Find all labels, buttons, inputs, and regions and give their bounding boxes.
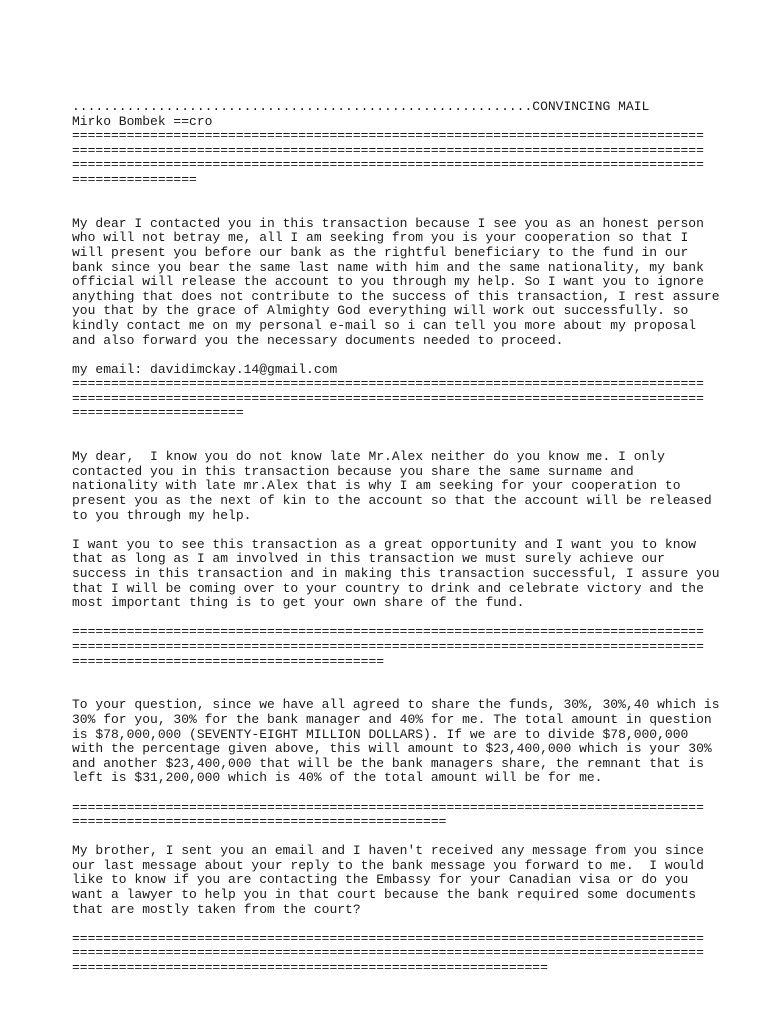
paragraph-line: 30% for you, 30% for the bank manager and 40% for me. The total amount in question	[72, 711, 712, 727]
document-page	[72, 99, 720, 976]
paragraph-line: success in this transaction and in making this transaction successful, I assure you	[72, 566, 720, 581]
paragraph-line: is $78,000,000 (SEVENTY-EIGHT MILLION DOLLARS). If we are to divide $78,000,000	[72, 726, 689, 742]
separator-line: =================================================================================	[72, 128, 704, 144]
separator-block-4	[72, 801, 712, 830]
paragraph-line: My brother, I sent you an email and I haven't received any message from you since	[72, 843, 704, 859]
document-subtitle: Mirko Bombek ==cro	[72, 113, 213, 129]
separator-block-5	[72, 932, 712, 976]
paragraph-line: who will not betray me, all I am seeking from you is your cooperation so that I	[72, 230, 689, 246]
separator-line: =================================================================================	[72, 157, 704, 173]
paragraph-fund-sharing	[72, 697, 720, 786]
paragraph-line: that are mostly taken from the court?	[72, 901, 361, 917]
paragraph-line: that as long as I am involved in this transaction we must surely achieve our	[72, 551, 665, 567]
paragraph-line: contacted you in this transaction because you share the same surname and	[72, 463, 634, 479]
paragraph-line: with the percentage given above, this will amount to $23,400,000 which is your 30%	[72, 741, 712, 757]
paragraph-line: To your question, since we have all agreed to share the funds, 30%, 30%,40 which is	[72, 697, 720, 713]
paragraph-line: you that by the grace of Almighty God everything will work out successfully. so	[72, 303, 689, 319]
separator-line: =============================================================	[72, 960, 548, 976]
paragraph-line: present you as the next of kin to the account so that the account will be released	[72, 493, 712, 509]
separator-block-2	[72, 377, 712, 421]
email-address-line: my email: davidimckay.14@gmail.com	[72, 361, 338, 377]
separator-line: ================================================	[72, 814, 447, 830]
paragraph-line: left is $31,200,000 which is 40% of the total amount will be for me.	[72, 770, 603, 786]
paragraph-line: nationality with late mr.Alex that is why I am seeking for your cooperation to	[72, 478, 681, 494]
separator-line: =================================================================================	[72, 799, 704, 815]
paragraph-next-of-kin	[72, 450, 712, 523]
paragraph-line: My dear, I know you do not know late Mr.Alex neither do you know me. I only	[72, 449, 665, 465]
paragraph-line: our last message about your reply to the bank message you forward to me. I would	[72, 857, 704, 873]
document-title: ...........................................................CONVINCING MAIL	[72, 99, 650, 114]
separator-line: ================	[72, 171, 197, 187]
separator-line: ========================================	[72, 653, 385, 669]
paragraph-line: My dear I contacted you in this transaction because I see you as an honest person	[72, 215, 704, 231]
paragraph-line: like to know if you are contacting the Embassy for your Canadian visa or do you	[72, 872, 689, 888]
paragraph-line: want a lawyer to help you in that court because the bank required some documents	[72, 887, 697, 903]
paragraph-line: and also forward you the necessary documents needed to proceed.	[72, 332, 564, 348]
paragraph-line: official will release the account to you through my help. So I want you to ignore	[72, 274, 704, 290]
separator-line: =================================================================================	[72, 390, 704, 406]
separator-block-1	[72, 129, 712, 187]
separator-line: =================================================================================	[72, 142, 704, 158]
separator-line: =================================================================================	[72, 945, 704, 961]
paragraph-line: will present you before our bank as the rightful beneficiary to the fund in our	[72, 244, 689, 260]
separator-line: ======================	[72, 405, 244, 421]
paragraph-line: kindly contact me on my personal e-mail so i can tell you more about my proposal	[72, 317, 697, 333]
paragraph-line: and another $23,400,000 that will be the bank managers share, the remnant that is	[72, 755, 704, 771]
paragraph-line: to you through my help.	[72, 507, 252, 523]
separator-block-3	[72, 625, 712, 669]
separator-line: =================================================================================	[72, 638, 704, 654]
separator-line: =================================================================================	[72, 624, 704, 640]
paragraph-line: bank since you bear the same last name with him and the same nationality, my bank	[72, 259, 704, 275]
paragraph-line: that I will be coming over to your country to drink and celebrate victory and the	[72, 580, 704, 596]
paragraph-line: most important thing is to get your own share of the fund.	[72, 595, 525, 611]
separator-line: =================================================================================	[72, 376, 704, 392]
separator-line: =================================================================================	[72, 930, 704, 946]
paragraph-line: anything that does not contribute to the success of this transaction, I rest assure	[72, 288, 720, 304]
paragraph-line: I want you to see this transaction as a great opportunity and I want you to know	[72, 536, 697, 552]
paragraph-intro	[72, 215, 720, 348]
paragraph-followup	[72, 844, 712, 917]
paragraph-opportunity	[72, 536, 720, 611]
